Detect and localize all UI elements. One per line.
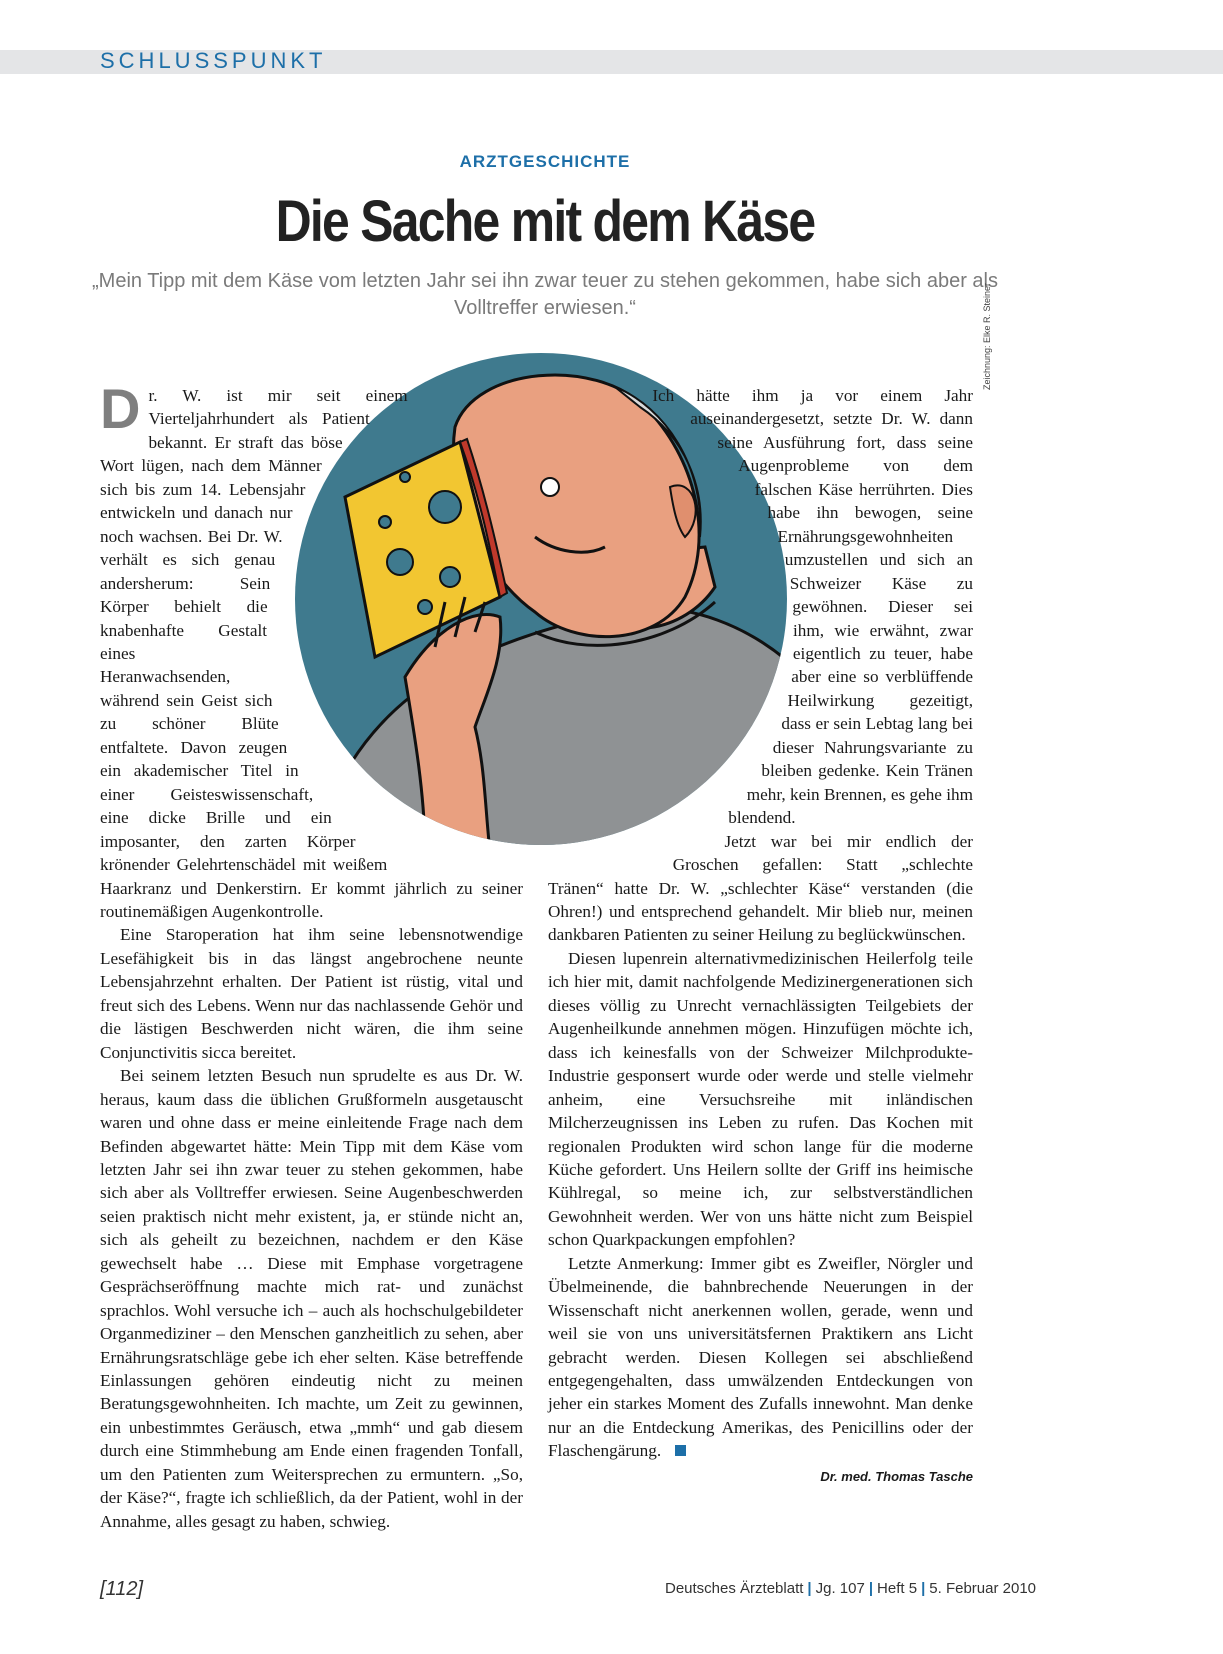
paragraph: Bei seinem letzten Besuch nun sprudelte es aus Dr. W. heraus, kaum dass die üblichen Grußformeln ausgetauscht waren und ohne dass er meine einleitende Frage nach dem Befinden abgewartet hätte: Mein Tipp mit dem Käse vom letzten Jahr sei ihn zwar teuer zu stehen gekommen, habe sich aber als Volltreffer erwiesen. Seine Augenbeschwerden seien praktisch nicht mehr existent, ja, er stünde nicht an, sich als geheilt zu bezeichnen, nachdem er den Käse gewechselt habe … Diese mit Emphase vorgetragene Gesprächseröffnung machte mich rat- und zunächst sprachlos. Wohl versuche ich – auch als hochschulgebildeter Organmediziner – den Menschen ganzheitlich zu sehen, aber Ernährungsratschläge gebe ich eher selten. Käse betreffende Einlassungen gehören eindeutig nicht zu meinen Beratungsgewohnheiten. Ich machte, um Zeit zu gewinnen, ein unbestimmtes Geräusch, etwa „mmh“ und gab diesem durch eine Stimmhebung am Ende einen fragenden Tonfall, um den Patienten zum Weitersprechen zu ermuntern. „So, der Käse?“, fragte ich schließlich, da der Patient, wohl in der Annahme, alles gesagt zu haben, schwieg. <box>100 1066 523 1531</box>
paragraph-text: Letzte Anmerkung: Immer gibt es Zweifler, Nörgler und Übelmeinende, die bahnbrechende Neuerungen in der Wissenschaft nicht anerkennen wollen, gerade, wenn und weil sie von uns universitätsfernen Praktikern ans Licht gebracht werden. Diesen Kollegen sei abschließend entgegengehalten, dass umwälzenden Entdeckungen von jeher ein starkes Moment des Zufalls innewohnt. Man denke nur an die Entdeckung Amerikas, des Penicillins oder der Flaschengärung. <box>548 1253 973 1461</box>
illustration-credit: Zeichnung: Elke R. Steiner <box>982 282 992 390</box>
article-kicker: ARZTGESCHICHTE <box>459 152 631 171</box>
paragraph: Eine Staroperation hat ihm seine lebensnotwendige Lesefähigkeit bis in das längst angebrochene neunte Lebensjahrzehnt erhalten. Der Patient ist rüstig, vital und freut sich des Lebens. Wenn nur das nachlassende Gehör und die lästigen Beschwerden nicht wären, die ihm seine Conjunctivitis sicca bereitet. <box>100 925 523 1062</box>
paragraph <box>548 1252 973 1463</box>
journal-name: Deutsches Ärzteblatt <box>665 1580 804 1597</box>
journal-issue: Heft 5 <box>877 1580 918 1597</box>
article-title: Die Sache mit dem Käse <box>275 189 815 254</box>
footer-separator: | <box>807 1580 812 1597</box>
drop-cap: D <box>100 377 141 440</box>
paragraph: Diesen lupenrein alternativmedizinischen Heilerfolg teile ich hier mit, damit nachfolgende Medizinergenerationen sich dieses völlig zu Unrecht vernachlässigten Teilgebiets der Augenheilkunde annehmen mögen. Hinzufügen möchte ich, dass ich keinesfalls von der Schweizer Milchprodukte-Industrie gesponsert wurde oder werde und stelle vielmehr anheim, eine Versuchsreihe mit inländischen Milcherzeugnissen ins Leben zu rufen. Das Kochen mit regionalen Produkten wird schon lange für die moderne Küche gefordert. Uns Heilern sollte der Griff ins heimische Kühlregal, so meine ich, zur selbstverständlichen Gewohnheit werden. Wer von uns hätte nicht zum Beispiel schon Quarkpackungen empfohlen? <box>548 948 973 1250</box>
end-of-article-mark <box>675 1445 686 1456</box>
section-label: SCHLUSSPUNKT <box>100 48 327 73</box>
author-byline: Dr. med. Thomas Tasche <box>820 1468 973 1484</box>
journal-date: 5. Februar 2010 <box>929 1580 1037 1597</box>
footer-separator: | <box>868 1580 874 1597</box>
article-column-left <box>100 377 523 1533</box>
journal-volume: Jg. 107 <box>815 1580 865 1597</box>
article-column-right <box>548 384 973 1488</box>
journal-footer <box>665 1580 1036 1597</box>
page-number: [112] <box>100 1578 143 1600</box>
article-deck: „Mein Tipp mit dem Käse vom letzten Jahr sei ihn zwar teuer zu stehen gekommen, habe sich aber als Volltreffer erwiesen.“ <box>92 270 998 319</box>
paragraph: Jetzt war bei mir endlich der Groschen gefallen: Statt „schlechte Tränen“ hatte Dr. W. „schlechter Käse“ verstanden (die Ohren!) und entsprechend gehandelt. Mir blieb nur, meinen dankbaren Patienten zu seiner Heilung zu beglückwünschen. <box>548 831 973 945</box>
paragraph-text: r. W. ist mir seit einem Vierteljahrhundert als Patient bekannt. Er straft das böse Wort lügen, nach dem Männer sich bis zum 14. Lebensjahr entwickeln und danach nur noch wachsen. Bei Dr. W. verhält es sich genau andersherum: Sein Körper behielt die knabenhafte Gestalt eines Heranwachsenden, während sein Geist sich zu schöner Blüte entfaltete. Davon zeugen ein akademischer Titel in einer Geisteswissenschaft, eine dicke Brille und ein imposanter, den zarten Körper krönender Gelehrtenschädel mit weißem Haarkranz und Denkerstirn. Er kommt jährlich zu seiner routinemäßigen Augenkontrolle. <box>100 386 523 921</box>
paragraph: Ich hätte ihm ja vor einem Jahr auseinandergesetzt, setzte Dr. W. dann seine Ausführung fort, dass seine Augenprobleme von dem falschen Käse herrührten. Dies habe ihn bewogen, seine Ernährungsgewohnheiten umzustellen und sich an Schweizer Käse zu gewöhnen. Dieser sei ihm, wie erwähnt, zwar eigentlich zu teuer, habe aber eine so verblüffende Heilwirkung gezeitigt, dass er sein Lebtag lang bei dieser Nahrungsvariante zu bleiben gedenke. Kein Tränen mehr, kein Brennen, es gehe ihm blendend. <box>652 386 973 828</box>
footer-separator: | <box>921 1580 926 1597</box>
